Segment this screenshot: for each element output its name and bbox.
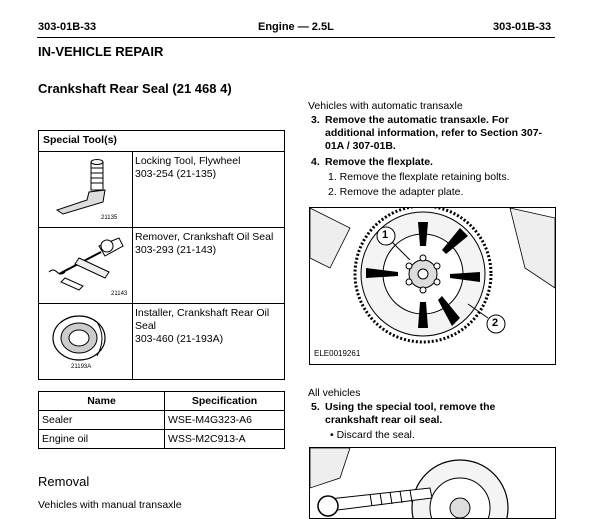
seal-removal-figure	[309, 447, 556, 519]
flexplate-figure	[309, 207, 556, 365]
tool-name: Remover, Crankshaft Oil Seal	[135, 231, 274, 243]
step-number: 4.	[311, 156, 320, 168]
materials-header-name: Name	[39, 392, 165, 411]
substep: 2. Remove the adapter plate.	[328, 186, 464, 198]
tool-figure-number: 21193A	[71, 364, 92, 370]
tool-row	[39, 152, 285, 228]
tool-figure-number: 21135	[101, 215, 118, 221]
substep: 1. Remove the flexplate retaining bolts.	[328, 171, 510, 183]
tool-name: Locking Tool, Flywheel	[135, 155, 241, 167]
tool-figure-number: 21143	[111, 291, 128, 297]
material-spec: WSE-M4G323-A6	[165, 411, 285, 430]
material-name: Engine oil	[39, 430, 165, 449]
callout-1: 1	[382, 229, 389, 241]
table-row	[39, 411, 285, 430]
header-center: Engine — 2.5L	[258, 21, 334, 33]
flywheel-locking-tool-illustration	[39, 152, 133, 228]
special-tools-heading: Special Tool(s)	[39, 131, 285, 152]
material-spec: WSS-M2C913-A	[165, 430, 285, 449]
table-row	[39, 430, 285, 449]
procedure-title: Crankshaft Rear Seal (21 468 4)	[38, 81, 232, 96]
material-name: Sealer	[39, 411, 165, 430]
tool-number: 303-460 (21-193A)	[135, 333, 224, 345]
tool-number: 303-293 (21-143)	[135, 244, 217, 256]
tool-row	[39, 228, 285, 304]
header-left: 303-01B-33	[38, 21, 97, 33]
step-5-bullet: • Discard the seal.	[330, 429, 415, 441]
tool-number: 303-254 (21-135)	[135, 168, 217, 180]
step-3-text: Remove the automatic transaxle. For additional information, refer to Section 307-01A / 307-01B.	[325, 114, 543, 152]
step-5-text: Using the special tool, remove the crankshaft rear oil seal.	[325, 401, 496, 426]
removal-heading: Removal	[38, 474, 90, 489]
tool-row	[39, 304, 285, 380]
section-title: IN-VEHICLE REPAIR	[38, 44, 164, 59]
step-number: 5.	[311, 401, 320, 413]
all-vehicles-note: All vehicles	[308, 387, 361, 399]
manual-transaxle-note: Vehicles with manual transaxle	[38, 499, 182, 511]
figure-id: ELE0019261	[314, 349, 361, 358]
step-4-text: Remove the flexplate.	[325, 156, 433, 168]
materials-header-spec: Specification	[165, 392, 285, 411]
special-tools-table	[38, 130, 285, 380]
tool-name: Installer, Crankshaft Rear Oil Seal	[135, 307, 270, 332]
header-right: 303-01B-33	[493, 21, 552, 33]
step-number: 3.	[311, 114, 320, 126]
automatic-transaxle-note: Vehicles with automatic transaxle	[308, 100, 463, 112]
seal-remover-illustration	[39, 228, 133, 304]
materials-table	[38, 391, 285, 449]
header-rule	[37, 37, 555, 38]
seal-installer-illustration	[39, 304, 133, 380]
callout-2: 2	[492, 317, 499, 329]
